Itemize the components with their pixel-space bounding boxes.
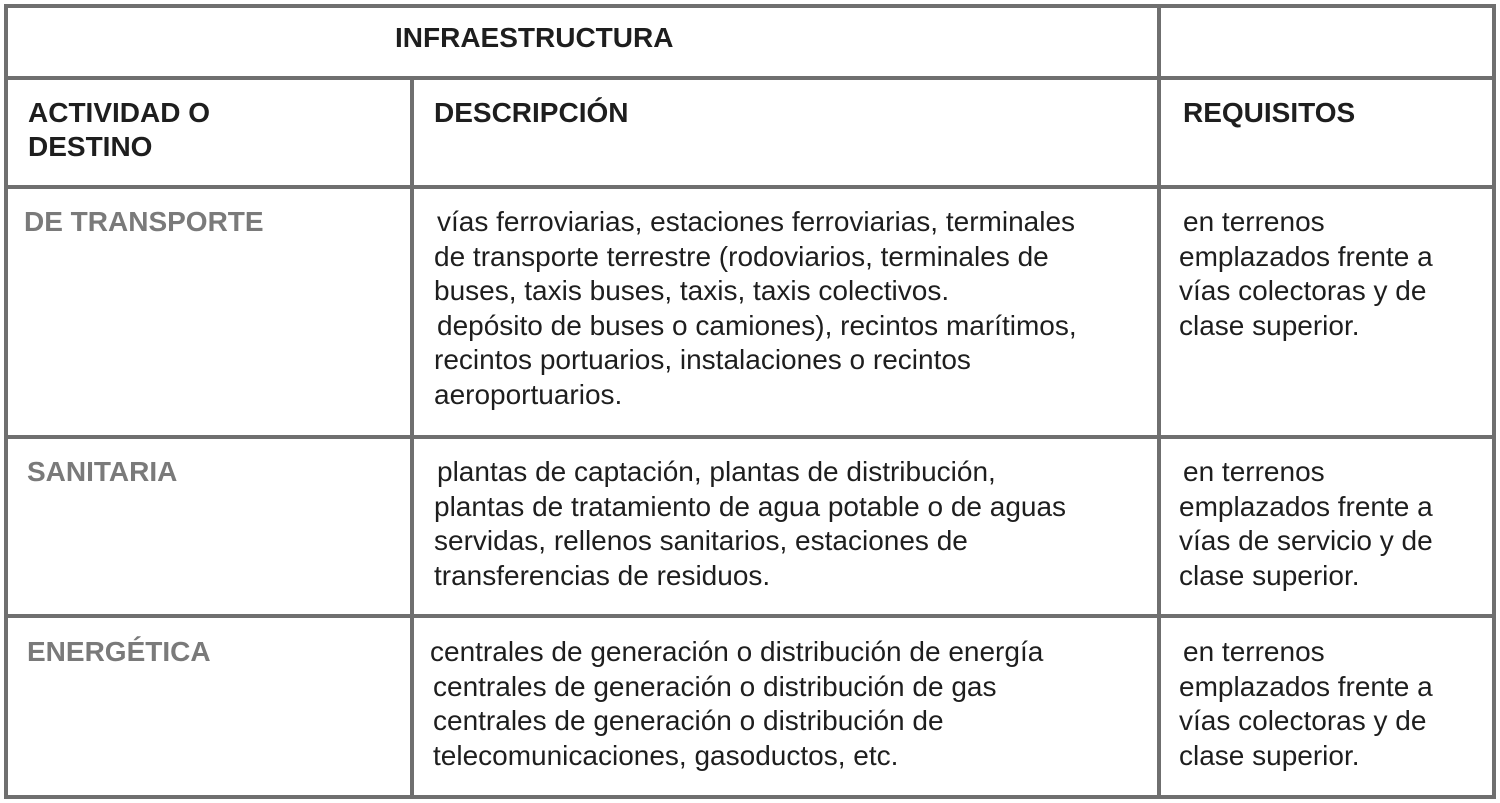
row-energy-activity: ENERGÉTICA — [27, 636, 211, 667]
description-line: depósito de buses o camiones), recintos marítimos, — [437, 309, 1077, 341]
row-divider-header — [4, 185, 1496, 189]
description-line: buses, taxis buses, taxis, taxis colectivos. — [434, 275, 950, 306]
header-activity-line1: ACTIVIDAD O — [28, 97, 210, 128]
requirements-line: en terrenos — [1183, 456, 1325, 487]
row-sanitary-description — [434, 455, 1066, 593]
header-activity — [28, 96, 210, 164]
row-energy-description — [430, 635, 1043, 773]
requirements-line: en terrenos — [1183, 636, 1325, 667]
requirements-line: clase superior. — [1179, 309, 1360, 341]
description-line: telecomunicaciones, gasoductos, etc. — [433, 739, 899, 771]
description-line: centrales de generación o distribución de — [433, 705, 944, 736]
requirements-line: emplazados frente a — [1179, 240, 1433, 272]
column-divider-requirements — [1157, 4, 1161, 799]
description-line: plantas de tratamiento de agua potable o de aguas — [434, 490, 1067, 522]
row-transport-activity: DE TRANSPORTE — [24, 206, 264, 237]
requirements-line: vías de servicio y de — [1179, 525, 1433, 556]
row-divider-transport — [4, 435, 1496, 439]
requirements-line: en terrenos — [1183, 206, 1325, 237]
requirements-line: emplazados frente a — [1179, 490, 1433, 522]
description-line: centrales de generación o distribución de energía — [430, 636, 1044, 667]
requirements-line: vías colectoras y de — [1179, 705, 1427, 736]
header-description: DESCRIPCIÓN — [434, 97, 629, 128]
header-requirements: REQUISITOS — [1183, 97, 1356, 128]
description-line: recintos portuarios, instalaciones o recintos — [434, 344, 971, 375]
row-transport-description — [434, 205, 1077, 412]
header-activity-line2: DESTINO — [28, 131, 153, 162]
description-line: centrales de generación o distribución de gas — [433, 670, 997, 702]
row-transport-requirements — [1179, 205, 1433, 343]
requirements-line: vías colectoras y de — [1179, 275, 1427, 306]
table-title: INFRAESTRUCTURA — [395, 22, 674, 53]
requirements-line: emplazados frente a — [1179, 670, 1433, 702]
requirements-line: clase superior. — [1179, 739, 1360, 771]
description-line: servidas, rellenos sanitarios, estaciones de — [434, 525, 968, 556]
row-divider-title — [4, 76, 1496, 80]
requirements-line: clase superior. — [1179, 559, 1360, 591]
description-line: aeroportuarios. — [434, 378, 623, 410]
row-sanitary-activity: SANITARIA — [27, 456, 178, 487]
description-line: transferencias de residuos. — [434, 559, 771, 591]
row-sanitary-requirements — [1179, 455, 1433, 593]
row-energy-requirements — [1179, 635, 1433, 773]
description-line: vías ferroviarias, estaciones ferroviarias, terminales — [437, 206, 1076, 237]
description-line: plantas de captación, plantas de distribución, — [437, 456, 996, 487]
row-divider-sanitary — [4, 614, 1496, 618]
description-line: de transporte terrestre (rodoviarios, terminales de — [434, 240, 1049, 272]
